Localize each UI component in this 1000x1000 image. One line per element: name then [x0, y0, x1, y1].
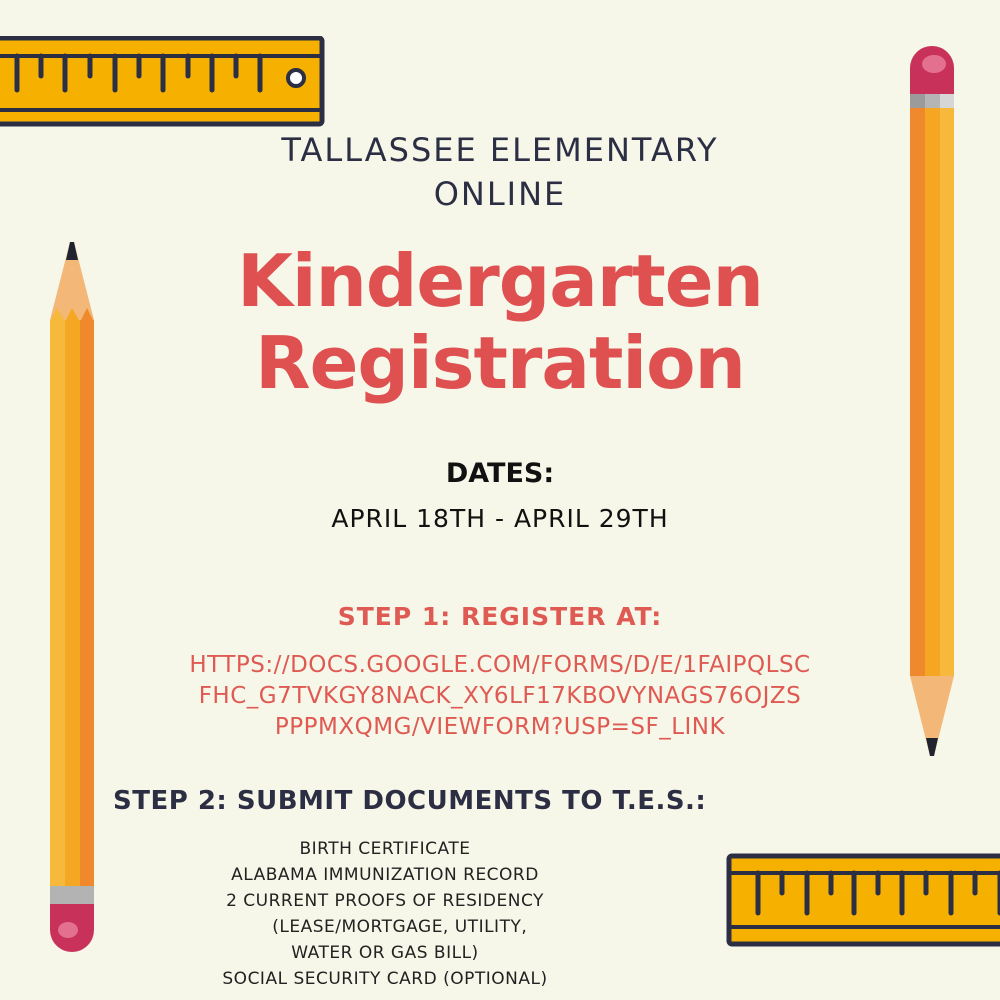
- step1-heading: STEP 1: REGISTER AT:: [337, 602, 663, 631]
- school-name: [0, 128, 1000, 216]
- list-item: 2 CURRENT PROOFS OF RESIDENCY: [226, 891, 544, 911]
- list-item: WATER OR GAS BILL): [291, 943, 479, 963]
- school-line-1: TALLASSEE ELEMENTARY: [281, 131, 719, 169]
- dates-value: APRIL 18TH - APRIL 29TH: [331, 504, 669, 533]
- list-item: BIRTH CERTIFICATE: [299, 839, 471, 859]
- url-line[interactable]: PPPMXQMG/VIEWFORM?USP=SF_LINK: [274, 714, 726, 740]
- ruler-icon: [726, 853, 1000, 948]
- dates-label: DATES:: [445, 458, 555, 489]
- list-item: ALABAMA IMMUNIZATION RECORD: [231, 865, 539, 885]
- registration-url[interactable]: [0, 650, 1000, 743]
- list-item: SOCIAL SECURITY CARD (OPTIONAL): [222, 969, 548, 989]
- url-line[interactable]: FHC_G7TVKGY8NACK_XY6LF17KBOVYNAGS76OJZS: [198, 683, 802, 709]
- school-line-2: ONLINE: [433, 175, 567, 213]
- ruler-icon: [0, 36, 326, 128]
- title-line-1: Kindergarten: [237, 239, 763, 323]
- url-line[interactable]: HTTPS://DOCS.GOOGLE.COM/FORMS/D/E/1FAIPQLSC: [189, 652, 811, 678]
- documents-list: [180, 836, 590, 992]
- step2-heading: STEP 2: SUBMIT DOCUMENTS TO T.E.S.:: [113, 786, 707, 816]
- page-title: [0, 240, 1000, 404]
- title-line-2: Registration: [255, 321, 745, 405]
- list-item: (LEASE/MORTGAGE, UTILITY,: [242, 917, 528, 937]
